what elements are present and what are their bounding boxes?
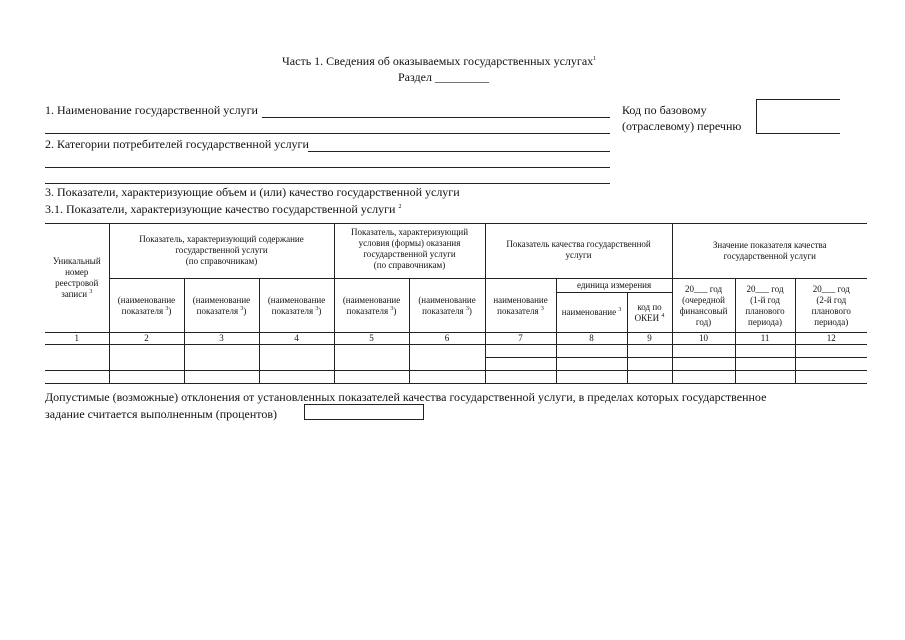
year-3-l2: (2-й год (816, 294, 847, 305)
table-cell[interactable] (334, 345, 409, 371)
name-col-4-l2-text: показателя (271, 305, 314, 316)
col-num-3: 3 (184, 333, 259, 345)
col-num-11: 11 (735, 333, 795, 345)
registry-l1: Уникальный (52, 256, 101, 266)
col-num-9: 9 (627, 333, 672, 345)
name-col-3-l2 (186, 306, 258, 317)
name-col-4-close: ) (318, 305, 322, 316)
consumer-categories-label: 2. Категории потребителей государственной услуги (45, 137, 309, 151)
name-col-5-l1: (наименование (342, 294, 401, 305)
name-col-2-l2-text: показателя (121, 305, 164, 316)
col-num-8: 8 (556, 333, 627, 345)
registry-l2: номер (65, 267, 89, 277)
col-num-1: 1 (45, 333, 109, 345)
name-col-6-l1: (наименование (418, 294, 476, 305)
table-cell[interactable] (45, 371, 109, 384)
name-col-5-close: ) (393, 305, 397, 316)
registry-l3: реестровой (55, 278, 99, 288)
code-label-2: (отраслевому) перечню (622, 119, 742, 133)
part-title-note: 1 (593, 56, 597, 62)
conditions-group-l1: Показатель, характеризующий (350, 227, 469, 237)
quality-table (45, 223, 867, 384)
name-col-3-l2-text: показателя (196, 305, 239, 316)
col-num-5: 5 (334, 333, 409, 345)
okei-note: 4 (661, 312, 665, 319)
table-cell[interactable] (409, 345, 485, 371)
table-header-row-2 (45, 279, 867, 293)
name-col-6-note: 3 (465, 305, 469, 312)
indicators-heading: 3. Показатели, характеризующие объем и (или) качество государственной услуги (45, 185, 460, 199)
year-2-l4: периода) (748, 316, 782, 327)
quality-indicator-group-header (485, 224, 672, 279)
year-1-l2: (очередной (682, 294, 725, 305)
unit-name-header (556, 293, 627, 333)
value-group-l2: государственной услуги (723, 251, 816, 261)
year-3-l4: периода) (814, 316, 849, 327)
name-col-4-l1: (наименование (267, 294, 326, 305)
table-cell[interactable] (184, 371, 259, 384)
year-2-l3: планового (745, 305, 785, 316)
deviation-text-line-1: Допустимые (возможные) отклонения от установленных показателей качества государственной услуги, в пределах которых государственное (45, 390, 767, 404)
table-cell[interactable] (109, 345, 184, 371)
name-col-6-l2 (411, 306, 484, 317)
consumer-categories-line-2[interactable] (45, 167, 610, 168)
part-title-text: Часть 1. Сведения об оказываемых государственных услугах (282, 54, 594, 68)
quality-group-l2: услуги (565, 250, 592, 260)
name-col-2-note: 3 (165, 305, 169, 312)
col-num-6: 6 (409, 333, 485, 345)
column-number-row (45, 333, 867, 345)
table-cell[interactable] (485, 345, 556, 358)
indicator-name-l1: наименование (493, 294, 548, 305)
quality-indicators-heading (45, 202, 401, 217)
table-cell[interactable] (627, 345, 672, 358)
section-label: Раздел (398, 70, 432, 84)
table-cell[interactable] (556, 358, 627, 371)
conditions-group-l2: условия (формы) оказания (358, 238, 461, 248)
deviation-percent-box[interactable] (304, 404, 424, 420)
conditions-indicator-group-header (334, 224, 485, 279)
table-cell[interactable] (795, 358, 867, 371)
okei-header (627, 293, 672, 333)
unit-name-text: наименование (561, 307, 617, 317)
table-row (45, 371, 867, 384)
okei-l1: код по (637, 301, 662, 312)
table-header-row-1 (45, 224, 867, 279)
content-group-l1: Показатель, характеризующий содержание (139, 234, 304, 244)
consumer-categories-line[interactable] (308, 151, 610, 152)
name-col-5 (334, 279, 409, 333)
service-name-label: 1. Наименование государственной услуги (45, 103, 258, 117)
table-cell[interactable] (485, 371, 556, 384)
content-indicator-group-header (109, 224, 334, 279)
name-col-2-l1: (наименование (117, 294, 176, 305)
code-label-1: Код по базовому (622, 103, 707, 117)
col-num-12: 12 (795, 333, 867, 345)
indicator-name-header (485, 279, 556, 333)
content-group-l3: (по справочникам) (185, 256, 258, 266)
conditions-group-l3: государственной услуги (363, 249, 456, 259)
table-cell[interactable] (672, 358, 735, 371)
part-title (282, 54, 596, 69)
conditions-group-l4: (по справочникам) (373, 260, 446, 270)
table-cell[interactable] (184, 345, 259, 371)
name-col-4-note: 3 (315, 305, 319, 312)
year-2-l2: (1-й год (750, 294, 780, 305)
consumer-categories-line-3[interactable] (45, 183, 610, 184)
quality-indicators-text: 3.1. Показатели, характеризующие качество государственной услуги (45, 202, 396, 216)
service-name-line[interactable] (262, 117, 610, 118)
table-cell[interactable] (334, 371, 409, 384)
table-cell[interactable] (409, 371, 485, 384)
value-group-l1: Значение показателя качества (712, 240, 827, 250)
okei-l2 (629, 313, 671, 324)
okei-l2-text: ОКЕИ (634, 312, 660, 323)
name-col-2 (109, 279, 184, 333)
name-col-3-close: ) (243, 305, 247, 316)
unit-header: единица измерения (556, 279, 672, 293)
table-cell[interactable] (485, 358, 556, 371)
year-3-header (795, 279, 867, 333)
table-cell[interactable] (795, 345, 867, 358)
table-cell[interactable] (735, 371, 795, 384)
table-cell[interactable] (627, 371, 672, 384)
year-1-l3: финансовый (679, 305, 728, 316)
indicator-name-l2-text: показателя (497, 305, 539, 316)
table-cell[interactable] (672, 371, 735, 384)
table-cell[interactable] (259, 371, 334, 384)
value-group-header (672, 224, 867, 279)
table-cell[interactable] (556, 371, 627, 384)
name-col-6-l2-text: показателя (422, 305, 464, 316)
year-3-l3: планового (811, 305, 851, 316)
quality-indicators-note: 2 (398, 204, 402, 210)
base-list-code-box[interactable] (756, 99, 840, 134)
indicator-name-l2 (487, 306, 555, 317)
section-blank: _________ (434, 70, 489, 84)
table-cell[interactable] (109, 371, 184, 384)
name-col-3-l1: (наименование (192, 294, 251, 305)
section-line (398, 70, 489, 85)
name-col-2-l2 (111, 306, 183, 317)
quality-group-l1: Показатель качества государственной (506, 239, 651, 249)
year-2-header (735, 279, 795, 333)
registry-note: 3 (89, 289, 93, 295)
name-col-4 (259, 279, 334, 333)
name-col-2-close: ) (168, 305, 172, 316)
registry-number-header (45, 224, 109, 333)
unit-name-note: 3 (618, 307, 622, 313)
year-1-l4: год) (695, 316, 712, 327)
service-name-line-2[interactable] (45, 133, 610, 134)
table-cell[interactable] (735, 345, 795, 358)
table-cell[interactable] (556, 345, 627, 358)
table-row (45, 345, 867, 358)
year-1-header (672, 279, 735, 333)
name-col-3-note: 3 (240, 305, 244, 312)
name-col-6-close: ) (468, 305, 472, 316)
name-col-5-l2 (336, 306, 408, 317)
table-cell[interactable] (45, 345, 109, 371)
name-col-4-l2 (261, 306, 333, 317)
col-num-2: 2 (109, 333, 184, 345)
indicator-name-note: 3 (540, 305, 544, 312)
content-group-l2: государственной услуги (175, 245, 268, 255)
year-3-l1: 20___ год (812, 283, 850, 294)
table-cell[interactable] (735, 358, 795, 371)
name-col-3 (184, 279, 259, 333)
year-1-l1: 20___ год (685, 283, 723, 294)
table-cell[interactable] (627, 358, 672, 371)
col-num-10: 10 (672, 333, 735, 345)
year-2-l1: 20___ год (746, 283, 784, 294)
registry-l4 (46, 289, 108, 300)
name-col-5-note: 3 (390, 305, 394, 312)
col-num-7: 7 (485, 333, 556, 345)
deviation-text-line-2: задание считается выполненным (процентов) (45, 407, 278, 421)
registry-l4-text: записи (61, 289, 88, 299)
table-cell[interactable] (259, 345, 334, 371)
name-col-6 (409, 279, 485, 333)
name-col-5-l2-text: показателя (346, 305, 389, 316)
table-cell[interactable] (672, 345, 735, 358)
table-cell[interactable] (795, 371, 867, 384)
col-num-4: 4 (259, 333, 334, 345)
